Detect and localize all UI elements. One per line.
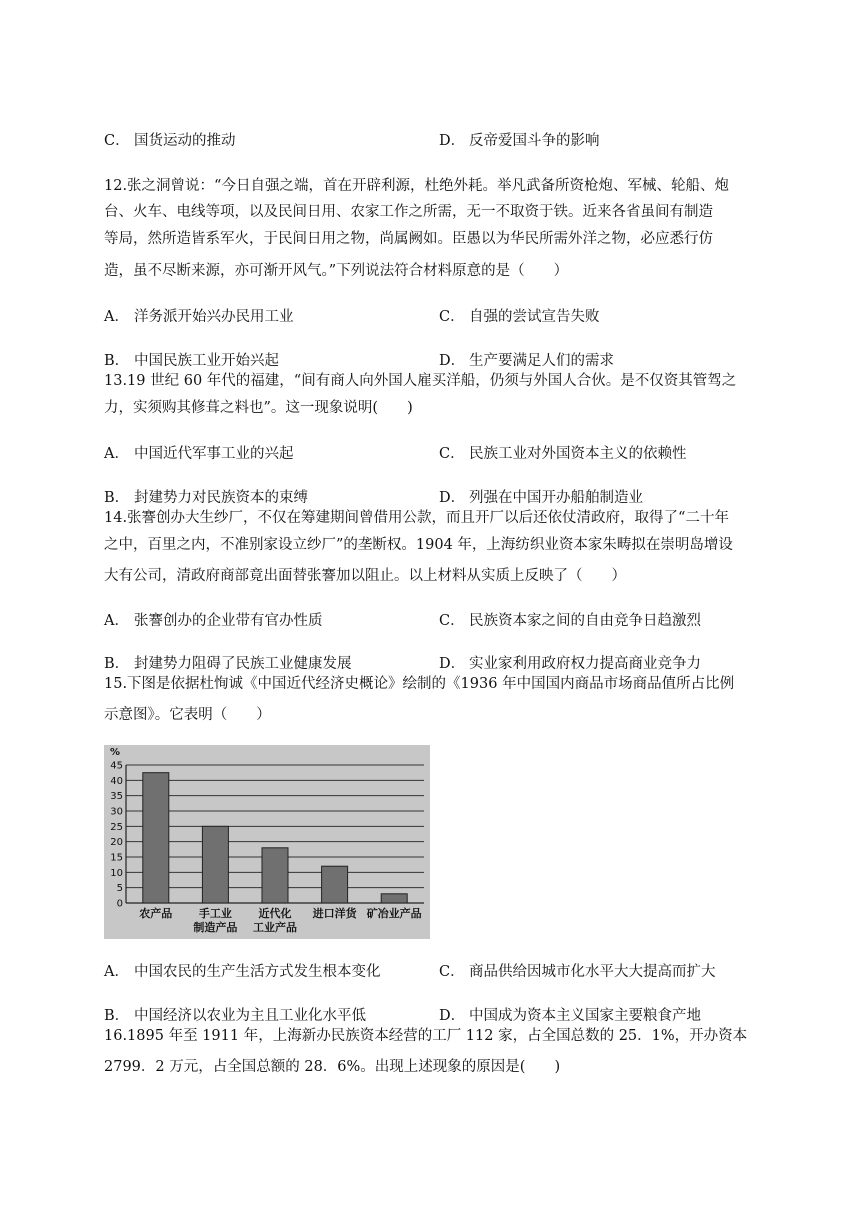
- q12-option-c: C． 自强的尝试宣告失败: [439, 309, 600, 325]
- q12-option-b: B． 中国民族工业开始兴起: [104, 353, 279, 369]
- x-category-label: 手工业: [198, 907, 232, 920]
- x-category-label: 工业产品: [253, 921, 297, 934]
- q14-option-b: B． 封建势力阻碍了民族工业健康发展: [104, 656, 352, 672]
- q15-line-2: 示意图》。它表明（ ）: [104, 707, 271, 723]
- q14-line-2: 之中，百里之内，不准别家设立纱厂”的垄断权。1904 年，上海纺织业资本家朱畴拟在崇明岛增设: [104, 537, 733, 553]
- bar-chart-svg: [104, 745, 430, 939]
- y-tick-label: 15: [110, 852, 123, 864]
- q12-option-d: D． 生产要满足人们的需求: [439, 353, 614, 369]
- y-tick-label: 25: [110, 821, 123, 833]
- y-tick-label: 20: [110, 837, 123, 849]
- bar: [202, 826, 228, 903]
- q15-line-1: 15.下图是依据杜恂诚《中国近代经济史概论》绘制的《1936 年中国国内商品市场商品值所占比例: [104, 676, 735, 692]
- q14-option-a: A． 张謇创办的企业带有官办性质: [104, 613, 323, 629]
- q13-option-b: B． 封建势力对民族资本的束缚: [104, 490, 308, 506]
- x-category-label: 农产品: [139, 907, 173, 920]
- x-category-label: 近代化: [258, 907, 292, 920]
- x-category-label: 进口洋货: [312, 907, 357, 920]
- y-tick-label: 35: [110, 791, 123, 803]
- q14-line-3: 大有公司，清政府商部竟出面替张謇加以阻止。以上材料从实质上反映了（ ）: [104, 568, 626, 584]
- q12-line-3: 等局，然所造皆系军火，于民间日用之物，尚属阙如。臣愚以为华民所需外洋之物，必应悉行仿: [104, 231, 713, 247]
- bar: [381, 894, 407, 903]
- q12-line-4: 造，虽不尽断来源，亦可渐开风气。”下列说法符合材料原意的是（ ）: [104, 263, 569, 279]
- q13-option-d: D． 列强在中国开办船舶制造业: [439, 490, 643, 506]
- q15-option-b: B． 中国经济以农业为主且工业化水平低: [104, 1008, 366, 1024]
- q14-option-c: C． 民族资本家之间的自由竞争日趋激烈: [439, 613, 701, 629]
- q16-line-1: 16.1895 年至 1911 年，上海新办民族资本经营的工厂 112 家，占全国总数的 25．1%，开办资本: [104, 1028, 748, 1044]
- y-axis-unit-label: %: [110, 747, 121, 758]
- bar: [322, 866, 348, 903]
- q14-line-1: 14.张謇创办大生纱厂，不仅在筹建期间曾借用公款，而且开厂以后还依仗清政府，取得了“二十年: [104, 510, 729, 526]
- q13-line-1: 13.19 世纪 60 年代的福建，“间有商人向外国人雇买洋船，仍须与外国人合伙。是不仅资其管驾之: [104, 373, 737, 389]
- q14-option-d: D． 实业家利用政府权力提高商业竞争力: [439, 656, 701, 672]
- bar: [262, 848, 288, 903]
- y-tick-label: 40: [110, 775, 123, 787]
- q13-line-2: 力，实须购其修葺之料也”。这一现象说明( ): [104, 400, 413, 416]
- y-tick-label: 30: [110, 806, 123, 818]
- x-category-label: 矿冶业产品: [366, 907, 422, 920]
- q15-option-d: D． 中国成为资本主义国家主要粮食产地: [439, 1008, 701, 1024]
- q12-line-2: 台、火车、电线等项，以及民间日用、农家工作之所需，无一不取资于铁。近来各省虽间有制造: [104, 204, 713, 220]
- q13-option-c: C． 民族工业对外国资本主义的依赖性: [439, 446, 687, 462]
- q11-option-d: D． 反帝爱国斗争的影响: [439, 133, 600, 149]
- x-category-label: 制造产品: [193, 921, 238, 934]
- q15-option-c: C． 商品供给因城市化水平大大提高而扩大: [439, 964, 716, 980]
- bar: [143, 773, 169, 903]
- q16-line-2: 2799．2 万元，占全国总额的 28．6%。出现上述现象的原因是( ): [104, 1059, 561, 1075]
- bar-chart: [104, 745, 430, 939]
- y-tick-label: 10: [110, 867, 123, 879]
- q12-option-a: A． 洋务派开始兴办民用工业: [104, 309, 294, 325]
- q13-option-a: A． 中国近代军事工业的兴起: [104, 446, 294, 462]
- y-tick-label: 0: [116, 898, 123, 910]
- q15-option-a: A． 中国农民的生产生活方式发生根本变化: [104, 964, 381, 980]
- y-tick-label: 5: [116, 883, 123, 895]
- y-tick-label: 45: [110, 760, 123, 772]
- q12-line-1: 12.张之洞曾说：“今日自强之端，首在开辟利源，杜绝外耗。举凡武备所资枪炮、军械、轮船、炮: [104, 178, 729, 194]
- q11-option-c: C． 国货运动的推动: [104, 133, 236, 149]
